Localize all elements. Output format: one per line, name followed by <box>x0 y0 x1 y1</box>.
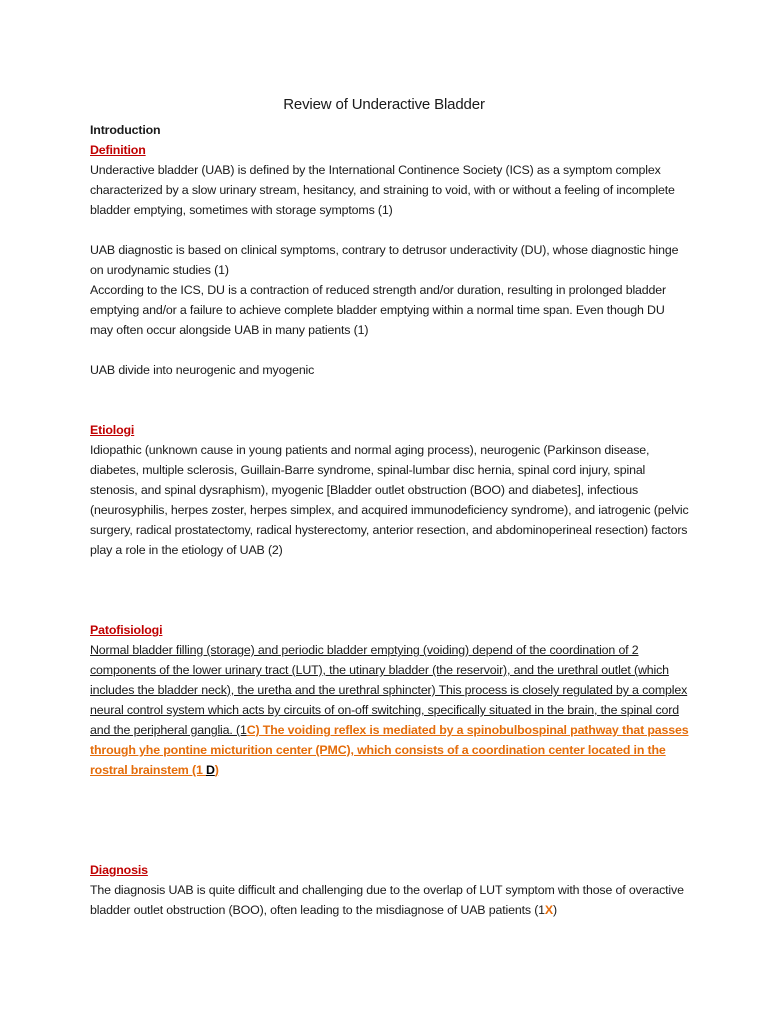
patofisiologi-main-text: Normal bladder filling (storage) and periodic bladder emptying (voiding) depend of the coordination of 2 components of the lower urinary tract (LUT), the utinary bladder (the reservoir), and the urethral outlet (which includes the bladder neck), the uretha and the urethral sphincter) This process is closely regulated by a complex neural control system which acts by circuits of on-off switching, specifically situated in the brain, the spinal cord and the peripheral ganglia. (1 <box>90 643 688 737</box>
patofisiologi-paragraph <box>90 640 690 780</box>
patofisiologi-close-paren: ) <box>214 763 219 777</box>
definition-paragraph-2: UAB diagnostic is based on clinical symptoms, contrary to detrusor underactivity (DU), whose diagnostic hinge on urodynamic studies (1) <box>90 243 679 277</box>
etiologi-paragraph: Idiopathic (unknown cause in young patients and normal aging process), neurogenic (Parkinson disease, diabetes, multiple sclerosis, Guillain-Barre syndrome, spinal-lumbar disc hernia, spinal cord injury, spinal stenosis, and spinal dysraphism), myogenic [Bladder outlet obstruction (BOO) and diabetes], infectious (neurosyphilis, herpes zoster, herpes simplex, and acquired immunodeficiency syndrome), and iatrogenic (pelvic surgery, radical prostatectomy, radical hysterectomy, anterior resection, and abdominoperineal resection) factors play a role in the etiology of UAB (2) <box>90 443 689 557</box>
patofisiologi-comment-c: C) The voiding reflex is mediated by a spinobulbospinal pathway that passes through yhe pontine micturition center (PMC), which consists of a coordination center located in the rostral brainstem (1 <box>90 723 689 777</box>
definition-paragraph-4: UAB divide into neurogenic and myogenic <box>90 363 315 377</box>
diagnosis-ref-x: X <box>544 903 554 917</box>
definition-heading: Definition <box>90 143 146 157</box>
etiologi-heading: Etiologi <box>90 423 135 437</box>
document-body <box>90 94 690 920</box>
diagnosis-heading: Diagnosis <box>90 863 148 877</box>
definition-paragraph-1: Underactive bladder (UAB) is defined by the International Continence Society (ICS) as a symptom complex characterized by a slow urinary stream, hesitancy, and straining to void, with or without a feeling of incomplete bladder emptying, sometimes with storage symptoms (1) <box>90 163 675 217</box>
diagnosis-main-text: The diagnosis UAB is quite difficult and challenging due to the overlap of LUT symptom with those of overactive bladder outlet obstruction (BOO), often leading to the misdiagnose of UAB patients (1 <box>90 883 684 917</box>
diagnosis-paragraph <box>90 880 690 920</box>
document-title: Review of Underactive Bladder <box>283 96 485 113</box>
introduction-heading: Introduction <box>90 123 161 137</box>
patofisiologi-heading: Patofisiologi <box>90 623 163 637</box>
definition-paragraph-3: According to the ICS, DU is a contraction of reduced strength and/or duration, resulting in prolonged bladder emptying and/or a failure to achieve complete bladder emptying within a normal time span. Even though DU may often occur alongside UAB in many patients (1) <box>90 283 666 337</box>
diagnosis-close-paren: ) <box>553 903 558 917</box>
patofisiologi-ref-d: D <box>205 763 215 777</box>
